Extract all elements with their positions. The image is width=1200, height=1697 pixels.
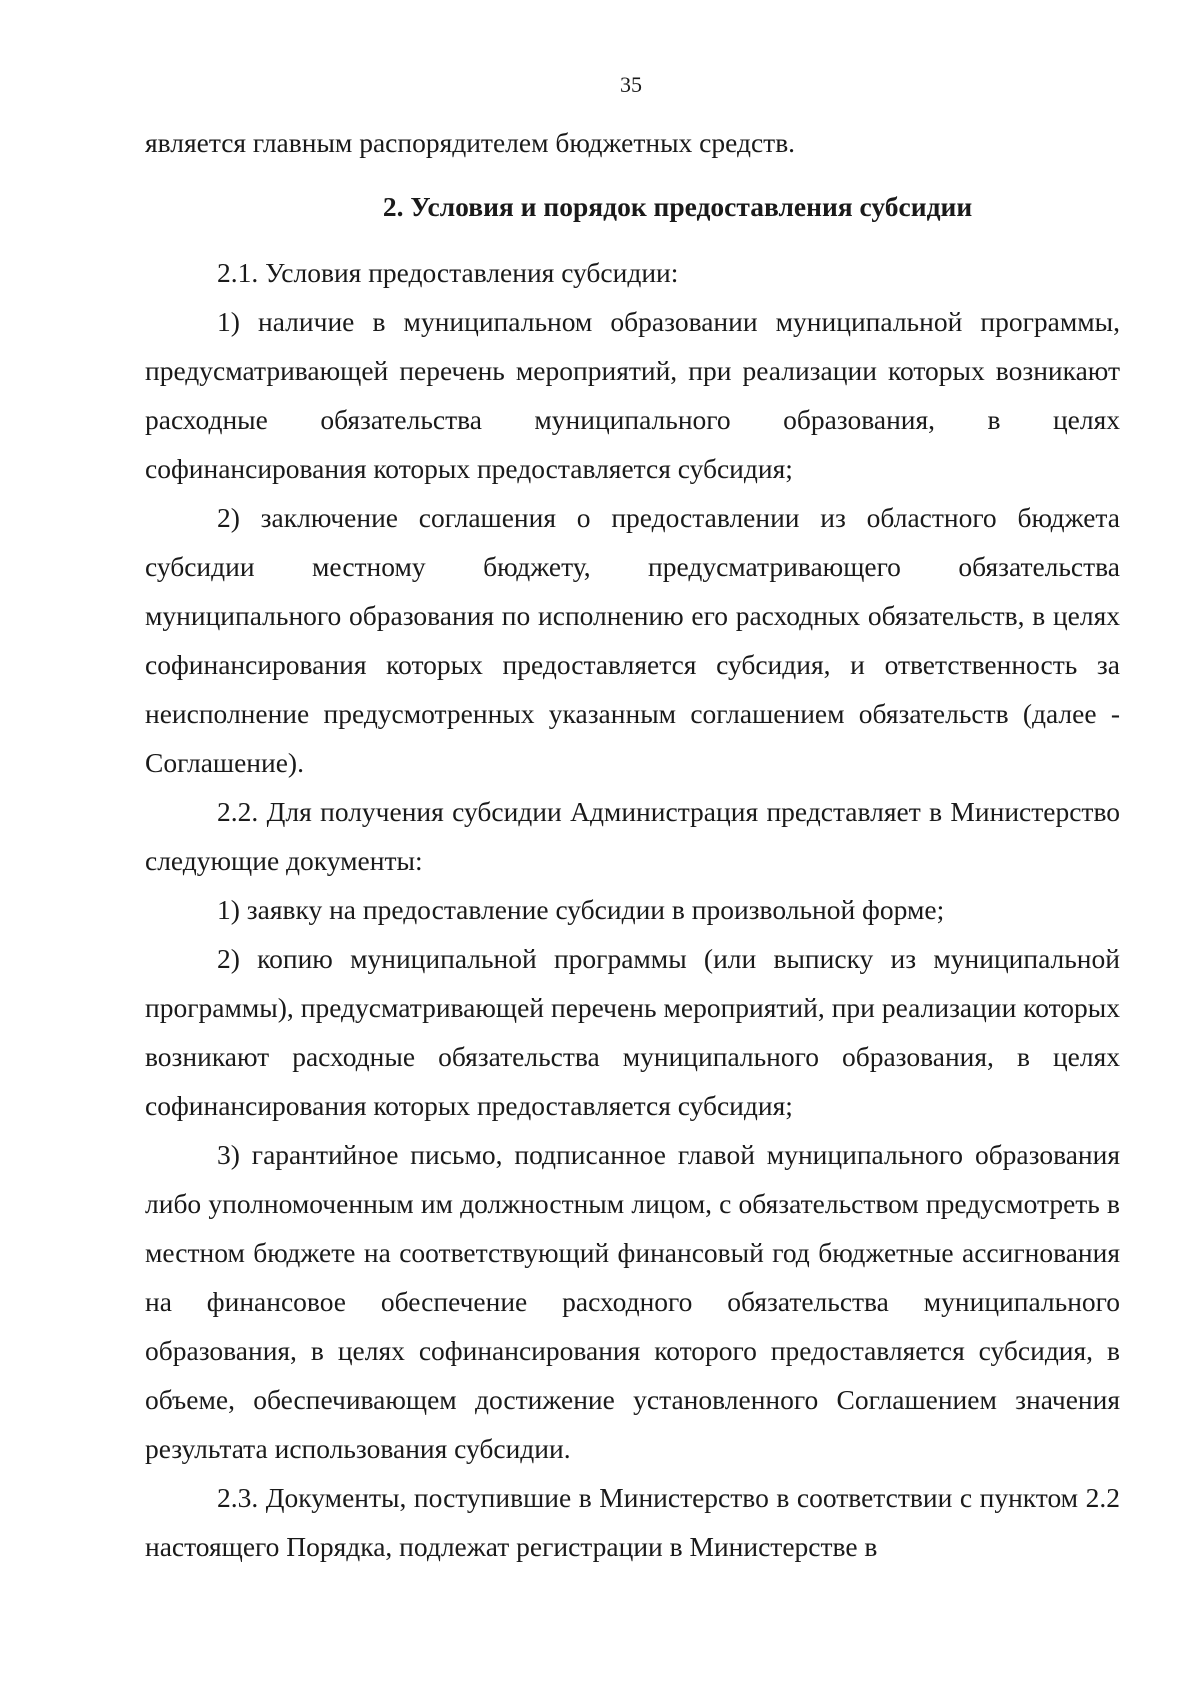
paragraph: 2.2. Для получения субсидии Администрация представляет в Министерство следующие документы: <box>145 796 1120 876</box>
paragraph: 2) заключение соглашения о предоставлении из областного бюджета субсидии местному бюджету, предусматривающего обязательства муниципального образования по исполнению его расходных обязательств, в целях софинансирования которых предоставляется субсидия, и ответственность за неисполнение предусмотренных указанным соглашением обязательств (далее - Соглашение). <box>145 502 1120 778</box>
page-number: 35 <box>620 72 642 97</box>
paragraph: 1) заявку на предоставление субсидии в произвольной форме; <box>217 894 945 925</box>
paragraph: 2.3. Документы, поступившие в Министерство в соответствии с пунктом 2.2 настоящего Порядка, подлежат регистрации в Министерстве в <box>145 1482 1120 1562</box>
paragraph: 1) наличие в муниципальном образовании муниципальной программы, предусматривающей перечень мероприятий, при реализации которых возникают расходные обязательства муниципального образования, в целях софинансирования которых предоставляется субсидия; <box>145 306 1120 484</box>
paragraph: 2) копию муниципальной программы (или выписку из муниципальной программы), предусматривающей перечень мероприятий, при реализации которых возникают расходные обязательства муниципального образования, в целях софинансирования которых предоставляется субсидия; <box>145 943 1120 1121</box>
paragraph: 3) гарантийное письмо, подписанное главой муниципального образования либо уполномоченным им должностным лицом, с обязательством предусмотреть в местном бюджете на соответствующий финансовый год бюджетные ассигнования на финансовое обеспечение расходного обязательства муниципального образования, в целях софинансирования которого предоставляется субсидия, в объеме, обеспечивающем достижение установленного Соглашением значения результата использования субсидии. <box>145 1139 1120 1464</box>
document-body <box>145 118 1120 1571</box>
paragraph-continuation: является главным распорядителем бюджетных средств. <box>145 127 796 158</box>
section-title: 2. Условия и порядок предоставления субсидии <box>382 191 973 222</box>
paragraph: 2.1. Условия предоставления субсидии: <box>217 257 679 288</box>
